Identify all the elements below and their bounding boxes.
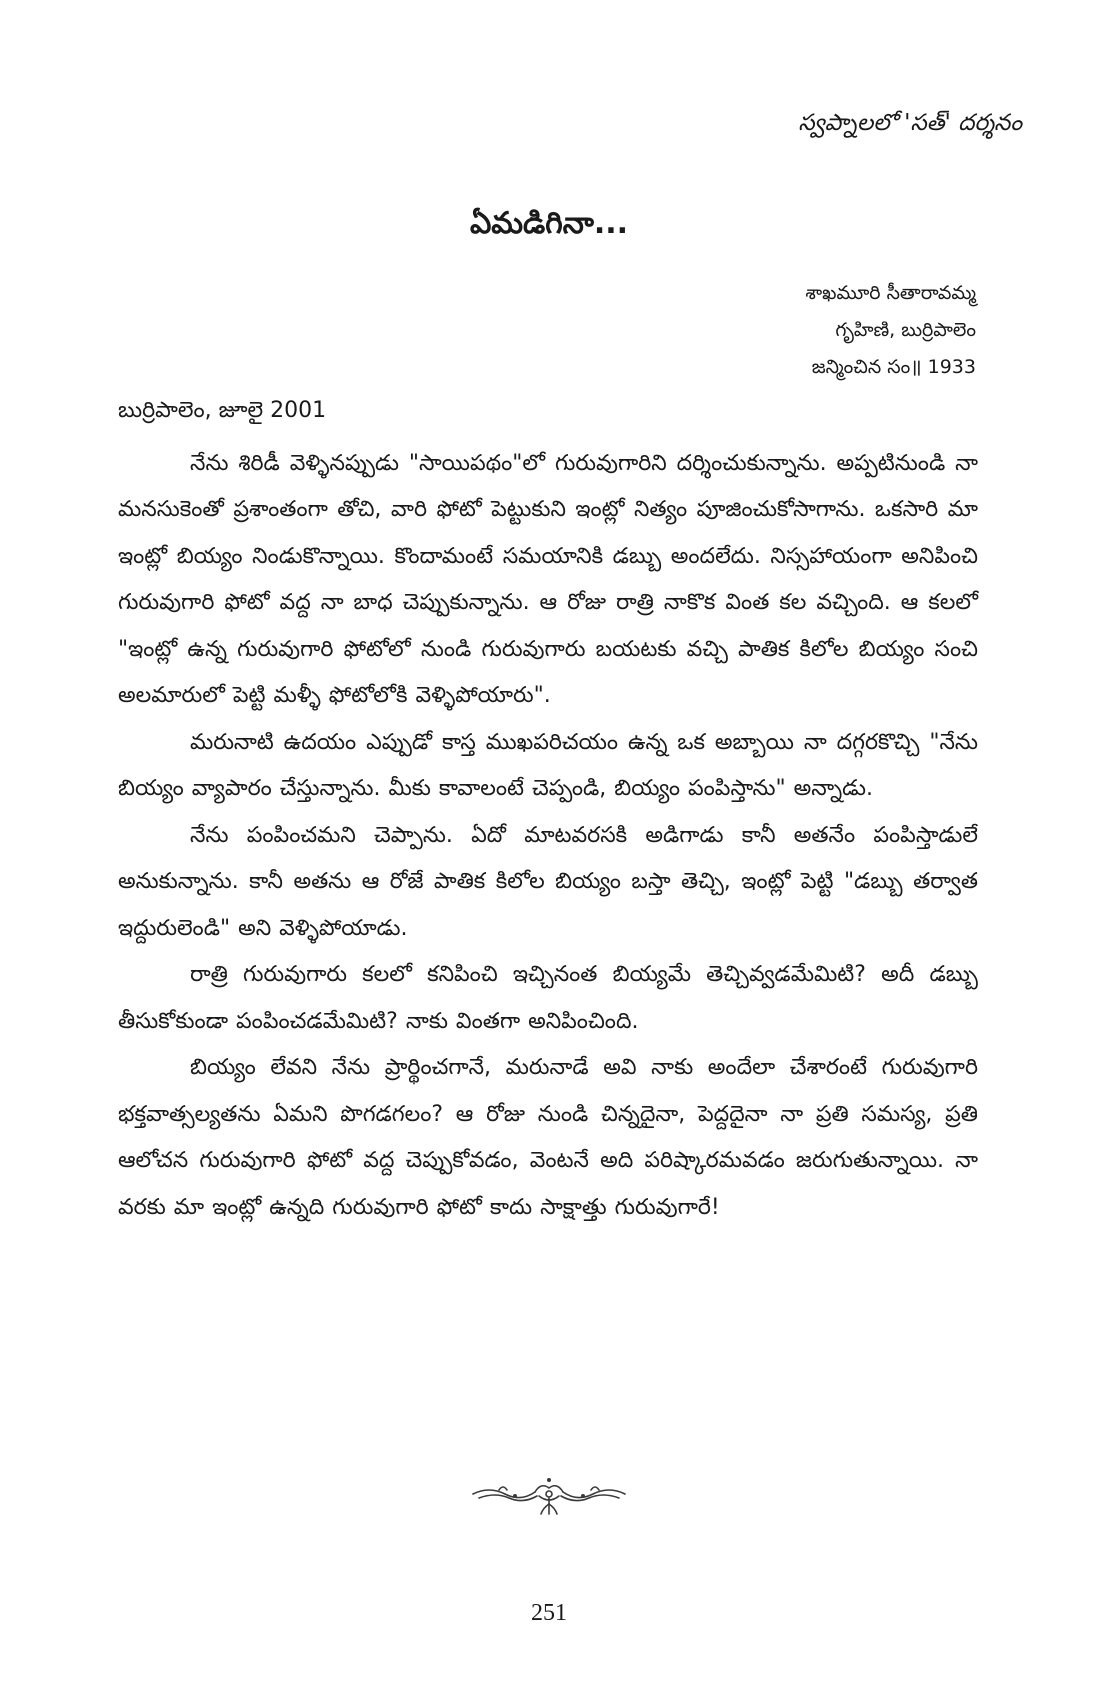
floral-ornament-icon bbox=[469, 1474, 629, 1518]
author-name: శాఖమూరి సీతారావమ్మ bbox=[805, 282, 976, 304]
paragraph: నేను శిరిడీ వెళ్ళినప్పుడు "సాయిపథం"లో గురువుగారిని దర్శించుకున్నాను. అప్పటినుండి నా మనసుకెంతో ప్రశాంతంగా తోచి, వారి ఫోటో పెట్టుకుని ఇంట్లో నిత్యం పూజించుకోసాగాను. ఒకసారి మా ఇంట్లో బియ్యం నిండుకొన్నాయి. కొందామంటే సమయానికి డబ్బు అందలేదు. నిస్సహాయంగా అనిపించి గురువుగారి ఫోటో వద్ద నా బాధ చెప్పుకున్నాను. ఆ రోజు రాత్రి నాకొక వింత కల వచ్చింది. ఆ కలలో "ఇంట్లో ఉన్న గురువుగారి ఫోటోలో నుండి గురువుగారు బయటకు వచ్చి పాతిక కిలోల బియ్యం సంచి అలమారులో పెట్టి మళ్ళీ ఫోటోలోకి వెళ్ళిపోయారు". bbox=[118, 450, 978, 708]
author-occupation-place: గృహిణి, బుర్రిపాలెం bbox=[835, 319, 976, 341]
article-body bbox=[118, 388, 978, 1231]
paragraph: బియ్యం లేవని నేను ప్రార్థించగానే, మరునాడే అవి నాకు అందేలా చేశారంటే గురువుగారి భక్తవాత్సల్యతను ఏమని పొగడగలం? ఆ రోజు నుండి చిన్నదైనా, పెద్దదైనా నా ప్రతి సమస్య, ప్రతి ఆలోచన గురువుగారి ఫోటో వద్ద చెప్పుకోవడం, వెంటనే అది పరిష్కారమవడం జరుగుతున్నాయి. నా వరకు మా ఇంట్లో ఉన్నది గురువుగారి ఫోటో కాదు సాక్షాత్తు గురువుగారే! bbox=[118, 1055, 978, 1220]
running-header: స్వప్నాలలో 'సత్' దర్శనం bbox=[798, 110, 1022, 136]
paragraph: రాత్రి గురువుగారు కలలో కనిపించి ఇచ్చినంత బియ్యమే తెచ్చివ్వడమేమిటి? అదీ డబ్బు తీసుకోకుండా పంపించడమేమిటి? నాకు వింతగా అనిపించింది. bbox=[118, 962, 978, 1034]
author-birth-year: జన్మించిన సం॥ 1933 bbox=[811, 356, 976, 378]
paragraph: నేను పంపించమని చెప్పాను. ఏదో మాటవరసకి అడిగాడు కానీ అతనేం పంపిస్తాడులే అనుకున్నాను. కానీ అతను ఆ రోజే పాతిక కిలోల బియ్యం బస్తా తెచ్చి, ఇంట్లో పెట్టి "డబ్బు తర్వాత ఇద్దురులెండి" అని వెళ్ళిపోయాడు. bbox=[118, 822, 978, 941]
paragraph: మరునాటి ఉదయం ఎప్పుడో కాస్త ముఖపరిచయం ఉన్న ఒక అబ్బాయి నా దగ్గరకొచ్చి "నేను బియ్యం వ్యాపారం చేస్తున్నాను. మీకు కావాలంటే చెప్పండి, బియ్యం పంపిస్తాను" అన్నాడు. bbox=[118, 729, 978, 801]
place-date: బుర్రిపాలెం, జూలై 2001 bbox=[118, 398, 327, 423]
page-number: 251 bbox=[531, 1600, 567, 1626]
article-title: ఏమడిగినా... bbox=[469, 206, 629, 241]
author-block bbox=[805, 275, 976, 386]
